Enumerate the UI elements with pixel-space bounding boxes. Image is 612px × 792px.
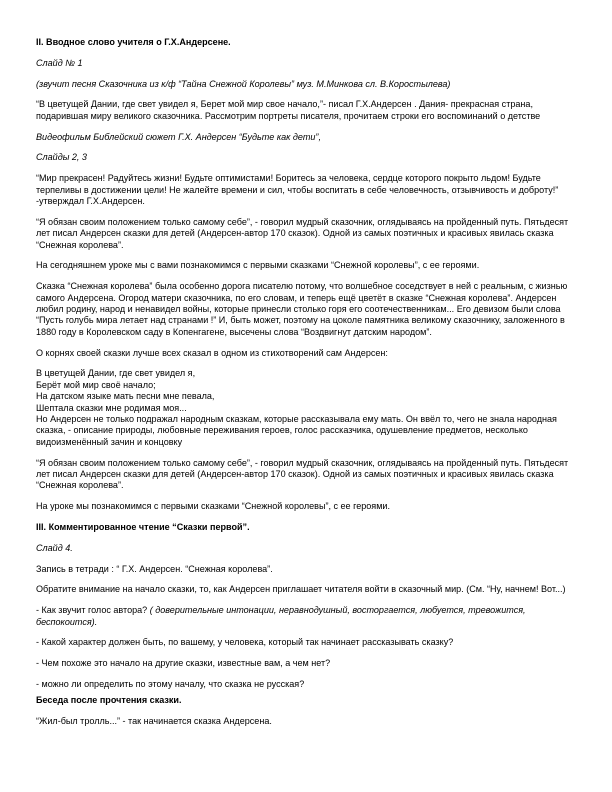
paragraph-snow-queen-history: Сказка “Снежная королева” была особенно дорога писателю потому, что волшебное соседствует в ней с реальным, с жизнью самого Андерсена. Огород матери сказочника, по его словам, и теперь ещё цветёт в сказке “Снежная королева”. Андерсен любил родину, народ и ненавидел войны, которые принесли столько горя его соотечественникам... Его девизом были слова “Пусть голубь мира летает над странами !” И, быть может, поэтому на цоколе памятника великому сказочнику, заложенного в 1880 году в Королевском саду в Копенгагене, высечены слова “Воздвигнут датским народом”. <box>36 281 568 337</box>
paragraph-story-start: Обратите внимание на начало сказки, то, как Андерсен приглашает читателя войти в сказочный мир. (См. “Ну, начнем! Вот...) <box>36 584 566 595</box>
video-note: Видеофильм Библейский сюжет Г.Х. Андерсен “Будьте как дети”, <box>36 131 321 142</box>
section-heading-discussion: Беседа после прочтения сказки. <box>36 695 182 706</box>
question-not-russian: - можно ли определить по этому началу, что сказка не русская? <box>36 679 305 690</box>
slide-label-2-3: Слайды 2, 3 <box>36 152 87 163</box>
paragraph-roots: О корнях своей сказки лучше всех сказал в одном из стихотворений сам Андерсен: <box>36 347 388 358</box>
section-heading-intro: II. Вводное слово учителя о Г.Х.Андерсене. <box>36 37 231 47</box>
answer-hint: ( доверительные интонации, неравнодушный, восторгается, любуется, тревожится, беспокоится). <box>36 605 526 627</box>
paragraph-obliged-2: “Я обязан своим положением только самому себе”, - говорил мудрый сказочник, оглядываясь на пройденный путь. Пятьдесят лет писал Андерсен сказки для детей (Андерсен-автор 170 сказок). Одной из самых поэтичных и красивых явилась сказка “Снежная королева”. <box>36 457 569 491</box>
question-author-voice <box>36 605 584 628</box>
slide-label-1: Слайд № 1 <box>36 57 83 68</box>
question-text: - Как звучит голос автора? <box>36 605 148 616</box>
poem-and-commentary: В цветущей Дании, где свет увидел я, Берёт мой мир своё начало; На датском языке мать песни мне певала, Шептала сказки мне родимая моя... Но Андерсен не только подражал народным сказкам, которые рассказывала ему мать. Он ввёл то, чего не знала народная сказка, - описание природы, любовные переживания героев, голос рассказчика, одушевление предметов, несколько видоизменённый зачин и концовку <box>36 368 557 447</box>
question-character: - Какой характер должен быть, по вашему, у человека, который так начинает рассказывать сказку? <box>36 637 454 648</box>
paragraph-andersen-quote: “Мир прекрасен! Радуйтесь жизни! Будьте оптимистами! Боритесь за человека, сердце которого покрыто льдом! Будьте терпеливы в достижении цели! Не жалейте времени и сил, чтобы воспитать в себе человечность, отзывчивость и доброту!” -утверждал Г.Х.Андерсен. <box>36 173 559 206</box>
paragraph-obliged-1: “Я обязан своим положением только самому себе”, - говорил мудрый сказочник, оглядываясь на пройденный путь. Пятьдесят лет писал Андерсен сказки для детей (Андерсен-автор 170 сказок). Одной из самых поэтичных и красивых явилась сказка “Снежная королева”. <box>36 216 569 250</box>
document-body <box>36 37 584 728</box>
paragraph-troll: “Жил-был тролль...” - так начинается сказка Андерсена. <box>36 716 272 727</box>
slide-label-4: Слайд 4. <box>36 542 73 553</box>
paragraph-today-lesson: На сегодняшнем уроке мы с вами познакомимся с первыми сказками “Снежной королевы”, с ее героями. <box>36 260 480 271</box>
music-note: (звучит песня Сказочника из к/ф “Тайна Снежной Королевы” муз. М.Минкова сл. В.Коростылева) <box>36 78 451 89</box>
paragraph-lesson-heroes: На уроке мы познакомимся с первыми сказками “Снежной королевы”, с ее героями. <box>36 501 390 512</box>
section-heading-reading: III. Комментированное чтение “Сказки первой”. <box>36 522 250 533</box>
question-similarity: - Чем похоже это начало на другие сказки, известные вам, а чем нет? <box>36 658 331 669</box>
notebook-entry: Запись в тетради : “ Г.Х. Андерсен. “Снежная королева”. <box>36 563 273 574</box>
paragraph-denmark-intro: “В цветущей Дании, где свет увидел я, Берет мой мир свое начало,”- писал Г.Х.Андерсен . Дания- прекрасная страна, подарившая миру великого сказочника. Рассмотрим портреты писателя, прочитаем строки его воспоминаний о детстве <box>36 99 541 121</box>
